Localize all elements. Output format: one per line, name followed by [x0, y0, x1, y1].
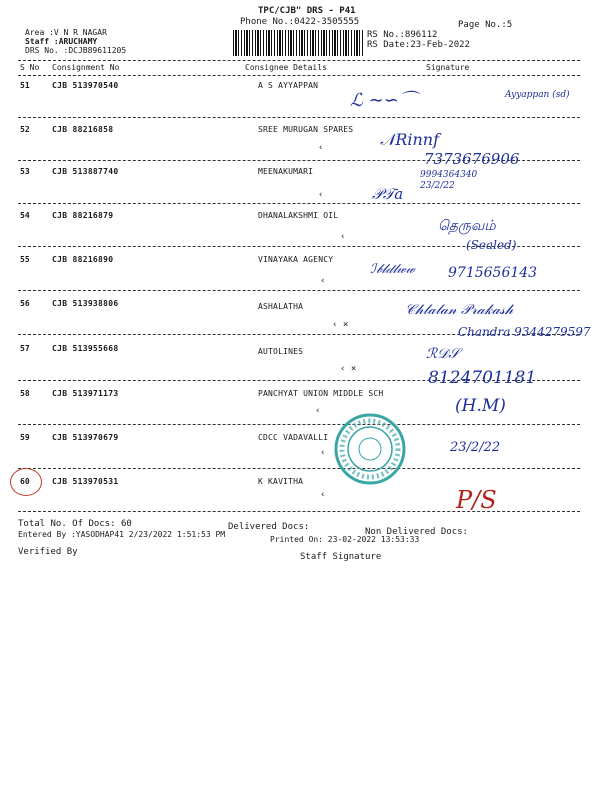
circle-mark — [10, 468, 42, 496]
row-consignee: A S AYYAPPAN — [258, 81, 319, 90]
drs-number: DRS No. :DCJB89611205 — [25, 46, 127, 55]
handwritten-note: (H.M) — [455, 396, 506, 416]
row-consignment: CJB 88216890 — [52, 255, 114, 264]
row-consignee: ASHALATHA — [258, 302, 304, 311]
handwritten-note: (Sealed) — [466, 238, 517, 252]
handwritten-note: Ayyappan (sd) — [505, 90, 570, 100]
row-sno: 55 — [20, 255, 30, 264]
row-sno: 53 — [20, 167, 30, 176]
row-sno: 54 — [20, 211, 30, 220]
row-sno: 57 — [20, 344, 30, 353]
area-label: Area :V N R NAGAR — [25, 28, 107, 37]
rs-number: RS No.:896112 — [367, 30, 438, 40]
verified-by: Verified By — [18, 547, 78, 557]
staff-label: Staff :ARUCHAMY — [25, 37, 98, 46]
tick-mark: ‹ — [315, 406, 321, 416]
column-signature: Signature — [426, 63, 470, 72]
row-consignment: CJB 513970531 — [52, 477, 119, 486]
row-consignment: CJB 513938806 — [52, 299, 119, 308]
tick-mark: ‹ — [318, 143, 324, 153]
staff-signature-label: Staff Signature — [300, 552, 382, 562]
row-sno: 59 — [20, 433, 30, 442]
divider — [18, 290, 580, 291]
row-sno: 51 — [20, 81, 30, 90]
row-consignee: VINAYAKA AGENCY — [258, 255, 334, 264]
handwritten-phone: 9715656143 — [448, 265, 538, 281]
row-consignee: DHANALAKSHMI OIL — [258, 211, 339, 220]
tick-mark: ‹ — [318, 190, 324, 200]
handwritten-signature: ℒ ∼∽⌒ — [350, 90, 417, 111]
row-consignee: AUTOLINES — [258, 347, 304, 356]
tick-mark: ‹ — [320, 448, 326, 458]
row-consignment: CJB 513970540 — [52, 81, 119, 90]
divider — [18, 468, 580, 469]
row-sno: 60 — [20, 477, 30, 486]
handwritten-signature: தெருவம் — [438, 218, 496, 234]
sheet-title: TPC/CJB" DRS - P41 — [258, 6, 356, 16]
non-delivered-docs: Non Delivered Docs: — [365, 527, 468, 537]
column-consignment: Consignment No — [52, 63, 120, 72]
entered-by: Entered By :YASODHAP41 2/23/2022 1:51:53 PM — [18, 530, 226, 539]
handwritten-signature: ℛ𝒟𝒮 — [426, 346, 460, 362]
row-sno: 58 — [20, 389, 30, 398]
table-row — [0, 167, 600, 207]
tick-mark: ‹ × — [340, 364, 357, 374]
row-consignment: CJB 513887740 — [52, 167, 119, 176]
table-row — [0, 81, 600, 121]
divider — [18, 203, 580, 204]
row-sno: 56 — [20, 299, 30, 308]
handwritten-mark: P/S — [456, 486, 497, 514]
tick-mark: ‹ — [320, 276, 326, 286]
handwritten-signature: 𝒩Rinnf — [380, 130, 440, 149]
divider — [18, 424, 580, 425]
tick-mark: ‹ — [320, 490, 326, 500]
phone-number: Phone No.:0422-3505555 — [240, 17, 360, 27]
row-consignment: CJB 513955668 — [52, 344, 119, 353]
row-consignment: CJB 88216858 — [52, 125, 114, 134]
round-stamp — [333, 412, 407, 486]
tick-mark: ‹ × — [332, 320, 349, 330]
row-sno: 52 — [20, 125, 30, 134]
delivered-docs: Delivered Docs: — [228, 522, 310, 532]
row-consignment: CJB 513971173 — [52, 389, 119, 398]
table-row — [0, 433, 600, 473]
row-consignee: CDCC VADAVALLI — [258, 433, 329, 442]
row-consignment: CJB 513970679 — [52, 433, 119, 442]
tick-mark: ‹ — [340, 232, 346, 242]
column-sno: S No — [20, 63, 40, 72]
table-row — [0, 389, 600, 429]
column-consignee: Consignee Details — [245, 63, 327, 72]
divider — [18, 60, 580, 61]
handwritten-signature: 𝒞𝒽𝓁𝒶𝓁𝒶𝓃 𝒫𝓇𝒶𝓀𝒶𝓈𝒽 — [405, 302, 514, 318]
row-consignee: K KAVITHA — [258, 477, 304, 486]
printed-on: Printed On: 23-02-2022 13:53:33 — [270, 535, 420, 544]
row-consignment: CJB 88216879 — [52, 211, 114, 220]
page-number: Page No.:5 — [458, 20, 513, 30]
handwritten-signature: 𝒫𝒯a — [372, 185, 404, 203]
handwritten-phone: 9994364340 23/2/22 — [420, 170, 478, 191]
row-consignee: MEENAKUMARI — [258, 167, 314, 176]
rs-date: RS Date:23-Feb-2022 — [367, 40, 470, 50]
row-consignee: PANCHYAT UNION MIDDLE SCH — [258, 389, 384, 398]
divider — [18, 117, 580, 118]
total-docs: Total No. Of Docs: 60 — [18, 519, 132, 529]
barcode — [233, 30, 365, 56]
handwritten-date: 23/2/22 — [450, 440, 501, 455]
handwritten-signature: ℐ𝒷𝓁𝒹𝓁𝓌𝓌 — [370, 262, 415, 277]
handwritten-phone: 7373676906 — [424, 150, 520, 168]
handwritten-phone: Chandra 9344279597 — [458, 325, 591, 339]
row-consignee: SREE MURUGAN SPARES — [258, 125, 354, 134]
divider — [18, 75, 580, 76]
handwritten-phone: 8124701181 — [428, 368, 537, 388]
